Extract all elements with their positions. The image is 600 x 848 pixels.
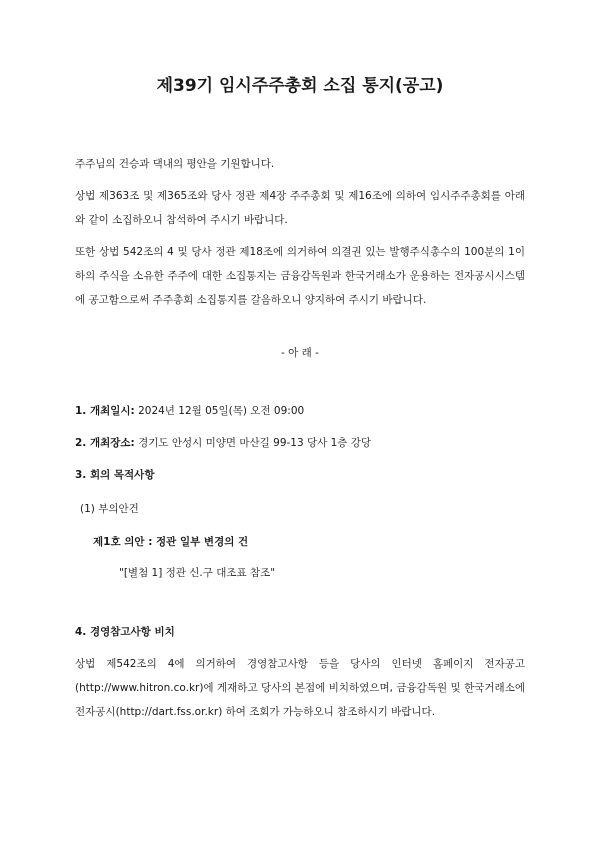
agenda-sub-heading: (1) 부의안건 — [80, 503, 139, 515]
reference-paragraph: 상법 제542조의 4에 의거하여 경영참고사항 등을 당사의 인터넷 홈페이지 전자공고(http://www.hitron.co.kr)에 게재하고 당사의 본점에 비치하였으며, 금융감독원 및 한국거래소에 전자공시(http://dart.fss.or.kr) 하여 조회가 가능하오니 참조하시기 바랍니다. — [75, 658, 525, 718]
page-title: 제39기 임시주주총회 소집 통지(공고) — [156, 76, 444, 96]
convocation-paragraph: 상법 제363조 및 제365조와 당사 정관 제4장 주주총회 및 제16조에 의하여 임시주주총회를 아래와 같이 소집하오니 참석하여 주시기 바랍니다. — [75, 190, 525, 226]
meeting-place-label: 2. 개최장소: — [75, 437, 135, 449]
meeting-date-value: 2024년 12월 05일(목) 오전 09:00 — [138, 405, 305, 417]
meeting-date-label: 1. 개최일시: — [75, 405, 135, 417]
divider-text: - 아 래 - — [281, 347, 319, 359]
notice-paragraph: 또한 상법 542조의 4 및 당사 정관 제18조에 의거하여 의결권 있는 발행주식총수의 100분의 1이하의 주식을 소유한 주주에 대한 소집통지는 금융감독원과 한국거래소가 운용하는 전자공시시스템에 공고함으로써 주주총회 소집통지를 갈음하오니 양지하여 주시기 바랍니다. — [75, 246, 525, 306]
meeting-place — [75, 431, 525, 455]
agenda-item: 제1호 의안 : 정관 일부 변경의 건 — [93, 536, 249, 548]
meeting-date — [75, 399, 525, 423]
meeting-place-value: 경기도 안성시 미양면 마산길 99-13 당사 1층 강당 — [138, 437, 372, 449]
agenda-heading: 3. 회의 목적사항 — [75, 469, 155, 481]
agenda-reference: "[별첨 1] 정관 신.구 대조표 참조" — [119, 567, 276, 579]
reference-heading: 4. 경영참고사항 비치 — [75, 626, 175, 638]
greeting-text: 주주님의 건승과 댁내의 평안을 기원합니다. — [75, 158, 275, 170]
